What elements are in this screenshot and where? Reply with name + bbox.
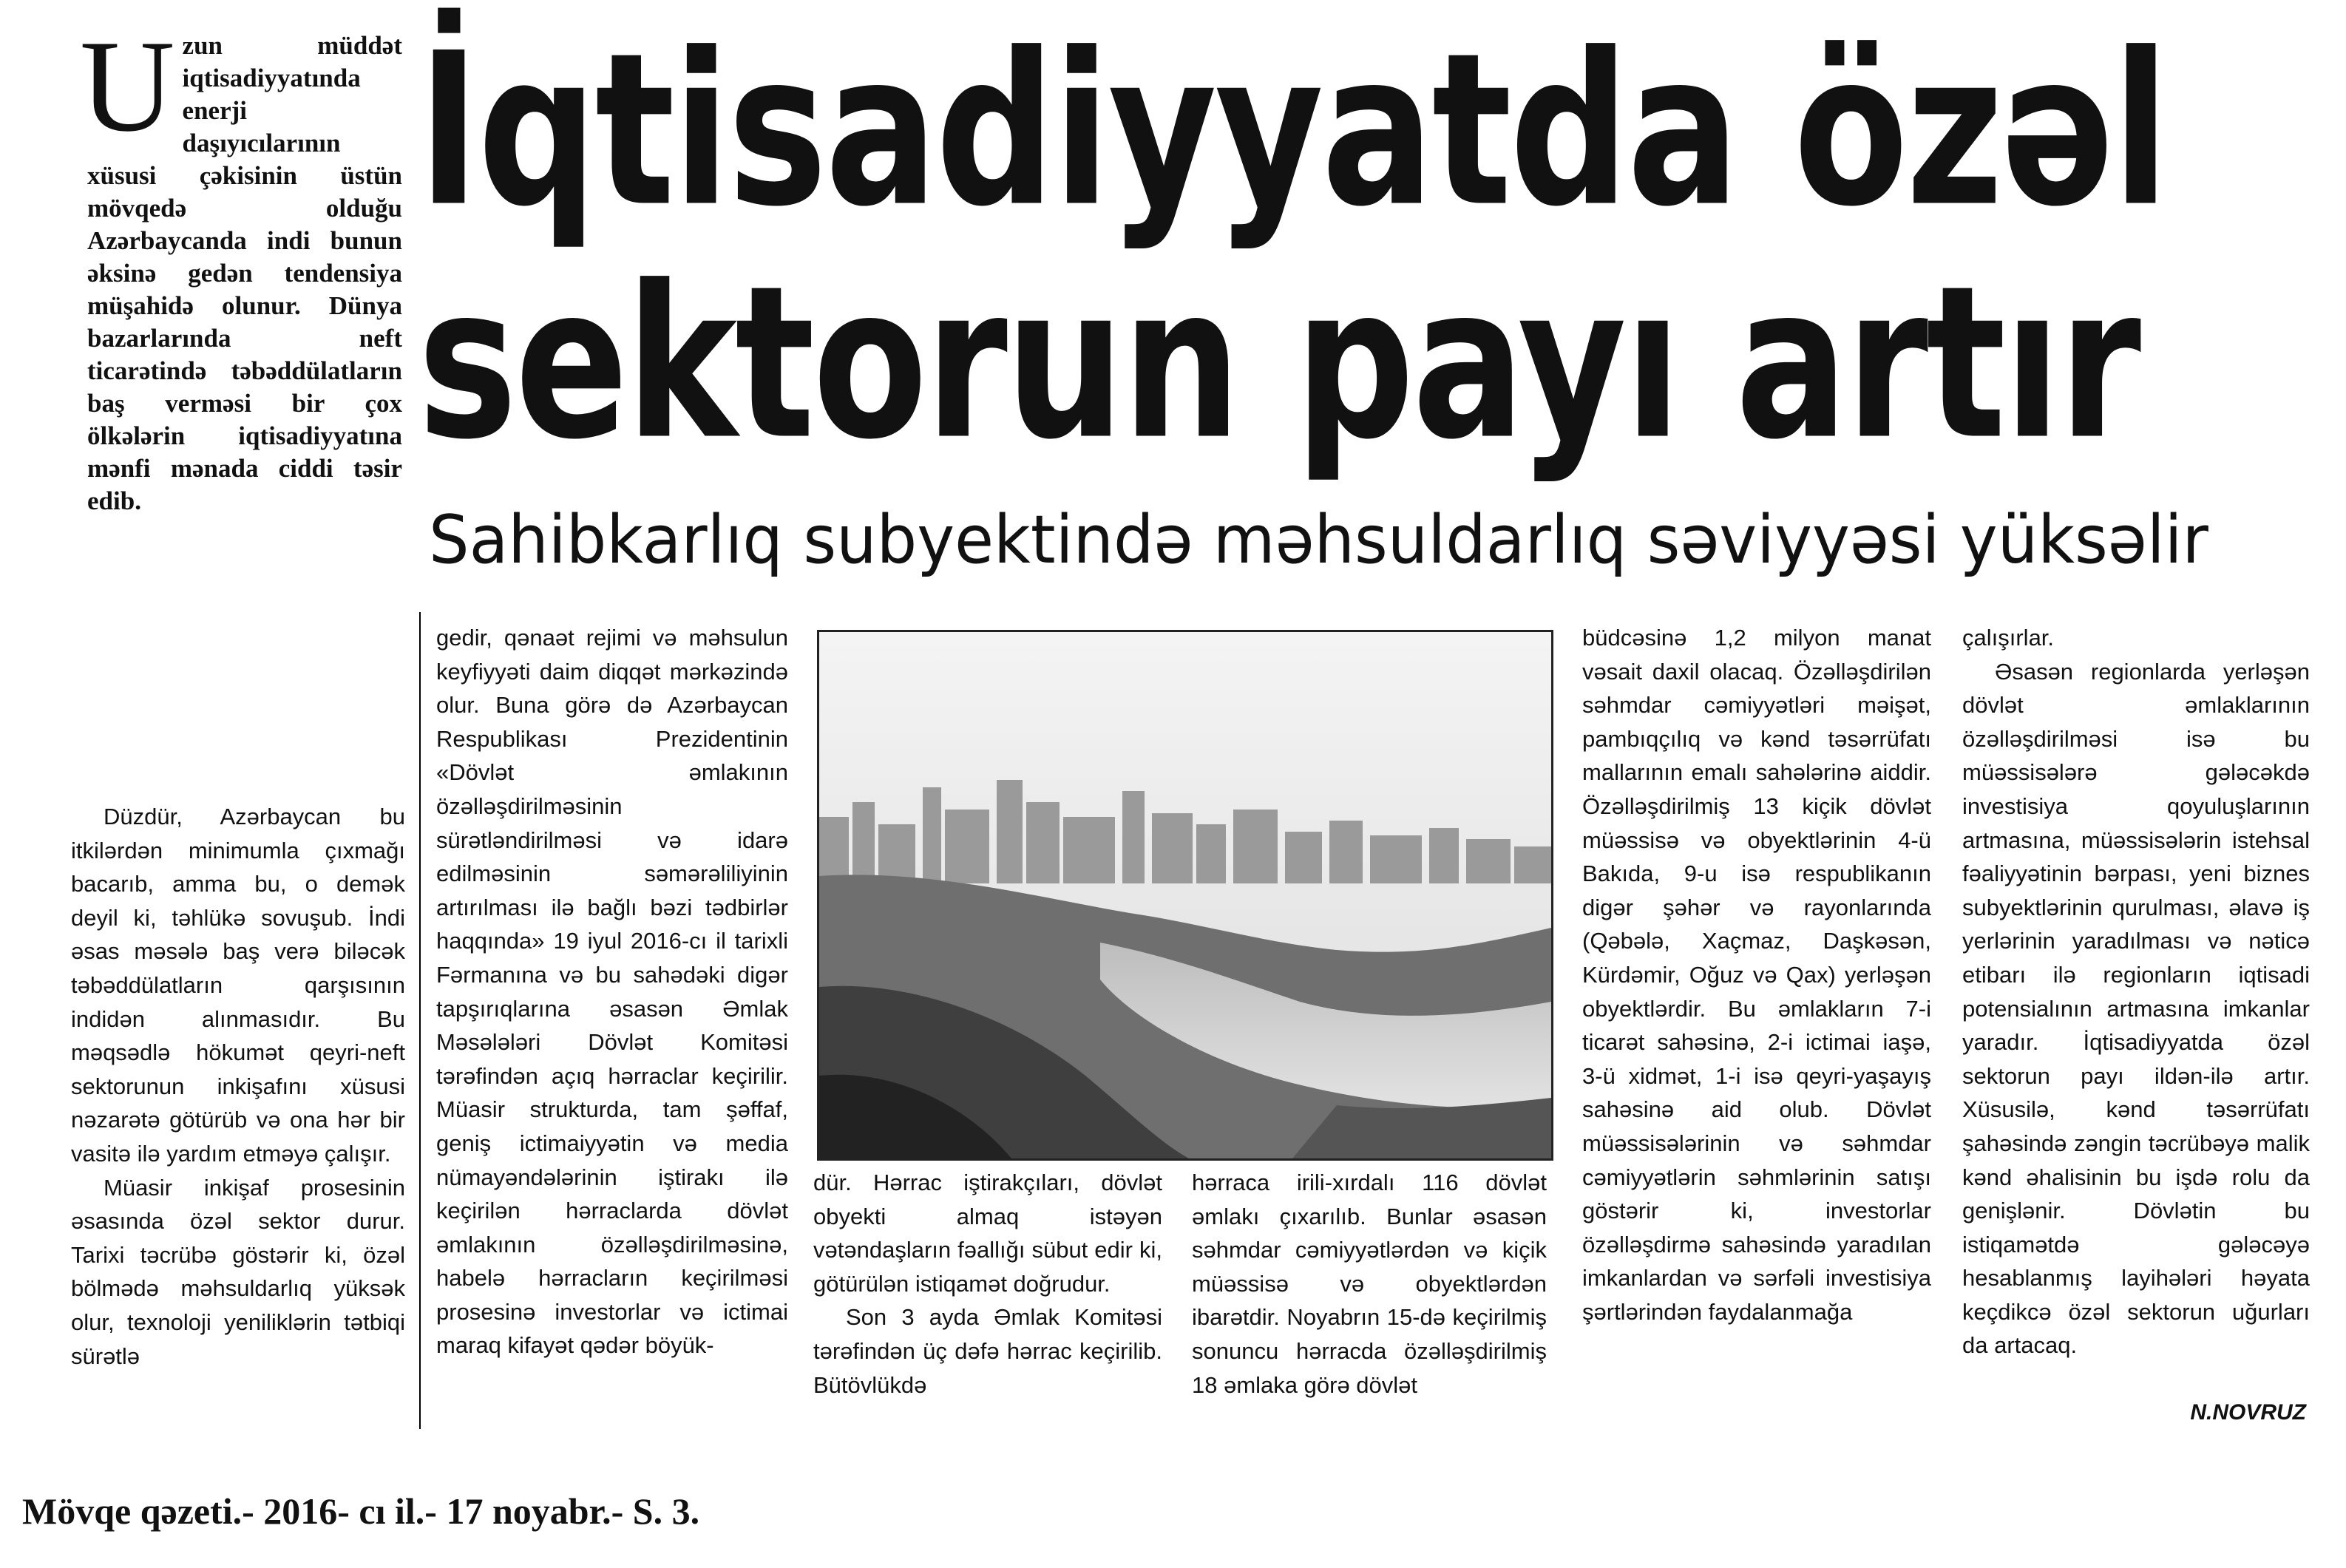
column-4-paragraph-1: hərraca irili-xırdalı 116 dövlət əmlakı çıxarılıb. Bunlar əsasən səhmdar cəmiyyətlərdən və kiçik müəssisə və obyektlərdən ibarətdir. Noyabrın 15-də keçirilmiş sonuncu hərracda özəlləşdirilmiş 18 əmlaka görə dövlət bbox=[1192, 1170, 1547, 1398]
article-column-1 bbox=[71, 800, 405, 1373]
subheadline: Sahibkarlıq subyektində məhsuldarlıq səviyyəsi yüksəlir bbox=[429, 501, 2208, 579]
article-column-4 bbox=[1192, 1166, 1547, 1402]
headline-line-2: sektorun payı artır bbox=[418, 241, 2140, 486]
column-2-paragraph-1: gedir, qənaət rejimi və məhsulun keyfiyyəti daim diqqət mərkəzində olur. Buna görə də Azərbaycan Respublikası Prezidentinin «Dövlət əmlakının özəlləşdirilməsinin sürətləndirilməsi və idarə edilməsinin səmərəliliyinin artırılması ilə bağlı bəzi tədbirlər haqqında» 19 iyul 2016-cı il tarixli Fərmanına və bu sahədəki digər tapşırıqlarına əsasən Əmlak Məsələləri Dövlət Komitəsi tərəfindən açıq hərraclar keçirilir. Müasir strukturda, tam şəffaf, geniş ictimaiyyətin və media nümayəndələrinin iştirakı ilə keçirilən hərraclarda dövlət əmlakının özəlləşdirilməsinə, habelə hərracların keçirilməsi prosesinə investorlar və ictimai maraq kifayət qədər böyük- bbox=[436, 625, 788, 1359]
article-column-2 bbox=[436, 621, 788, 1362]
column-divider bbox=[419, 612, 421, 1429]
lead-paragraph bbox=[80, 13, 402, 517]
column-5-paragraph-1: büdcəsinə 1,2 milyon manat vəsait daxil olacaq. Özəlləşdirilən səhmdar cəmiyyətləri məişət, pambıqçılıq və kənd təsərrüfatı mallarının emalı sahələrinə aiddir. Özəlləşdirilmiş 13 kiçik dövlət müəssisə və obyektlərinin 4-ü Bakıda, 9-u isə respublikanın digər şəhər və rayonlarında (Qəbələ, Xaçmaz, Daşkəsən, Kürdəmir, Oğuz və Qax) yerləşən obyektlərdir. Bu əmlakların 7-i ticarət sahəsinə, 2-i ictimai iaşə, 3-ü xidmət, 1-i isə qeyri-yaşayış sahəsinə aid olub. Dövlət müəssisələrinin və səhmdar cəmiyyətlərin səhmlərinin satışı göstərir ki, investorlar özəlləşdirmə sahəsində yaradılan imkanlardan və sərfəli investisiya şərtlərindən faydalanmağa bbox=[1582, 625, 1931, 1325]
column-1-paragraph-2: Müasir inkişaf prosesinin əsasında özəl sektor durur. Tarixi təcrübə göstərir ki, özəl bölmədə məhsuldarlıq yüksək olur, texnoloji yeniliklərin tətbiqi sürətlə bbox=[71, 1174, 405, 1369]
author-byline: N.NOVRUZ bbox=[2190, 1400, 2306, 1425]
column-1-paragraph-1: Düzdür, Azərbaycan bu itkilərdən minimumla çıxmağı bacarıb, amma bu, o demək deyil ki, təhlükə sovuşub. İndi əsas məsələ baş verə biləcək təbəddülatların qarşısının indidən alınmasıdır. Bu məqsədlə hökumət qeyri-neft sektorunun inkişafını xüsusi nəzarətə götürüb və ona hər bir vasitə ilə yardım etməyə çalışır. bbox=[71, 804, 405, 1167]
article-column-5 bbox=[1582, 621, 1931, 1328]
baku-panorama-image bbox=[819, 632, 1551, 1158]
column-3-paragraph-1: dür. Hərrac iştirakçıları, dövlət obyekti almaq istəyən vətəndaşların fəallığı sübut edir ki, götürülən istiqamət doğrudur. bbox=[813, 1170, 1162, 1297]
article-column-6 bbox=[1962, 621, 2310, 1362]
column-6-paragraph-1: çalışırlar. bbox=[1962, 625, 2055, 651]
city-bay-photo bbox=[817, 630, 1553, 1161]
headline-line-1: İqtisadiyyatda özəl bbox=[418, 8, 2168, 254]
column-6-paragraph-2: Əsasən regionlarda yerləşən dövlət əmlaklarının özəlləşdirilməsi isə bu müəssisələrə gələcəkdə investisiya qoyuluşlarının artmasına, müəssisələrin istehsal fəaliyyətinin bərpası, yeni biznes subyektlərinin qurulması, əlavə iş yerlərinin yaradılması və nəticə etibarı ilə regionların iqtisadi potensialının artmasına imkanlar yaradır. İqtisadiyyatda özəl sektorun payı ildən-ilə artır. Xüsusilə, kənd təsərrüfatı şahəsində zəngin təcrübəyə malik kənd əhalisinin bu işdə rolu da genişlənir. Dövlətin bu istiqamətdə gələcəyə hesablanmış layihələri həyata keçdikcə özəl sektorun uğurları da artacaq. bbox=[1962, 658, 2310, 1359]
drop-cap: U bbox=[80, 13, 175, 159]
lead-text: zun müddət iqtisadiyyatında enerji daşıyıcılarının xüsusi çəkisinin üstün mövqedə olduğu Azərbaycanda indi bunun əksinə gedən tendensiya müşahidə olunur. Dünya bazarlarında neft ticarətində təbəddülatların baş verməsi bir çox ölkələrin iqtisadiyyatına mənfi mənada ciddi təsir edib. bbox=[87, 31, 402, 515]
headline bbox=[418, 8, 2311, 486]
column-3-paragraph-2: Son 3 ayda Əmlak Komitəsi tərəfindən üç dəfə hərrac keçirilib. Bütövlükdə bbox=[813, 1304, 1162, 1398]
article-column-3 bbox=[813, 1166, 1162, 1402]
source-citation: Mövqe qəzeti.- 2016- cı il.- 17 noyabr.- S. 3. bbox=[22, 1490, 700, 1532]
